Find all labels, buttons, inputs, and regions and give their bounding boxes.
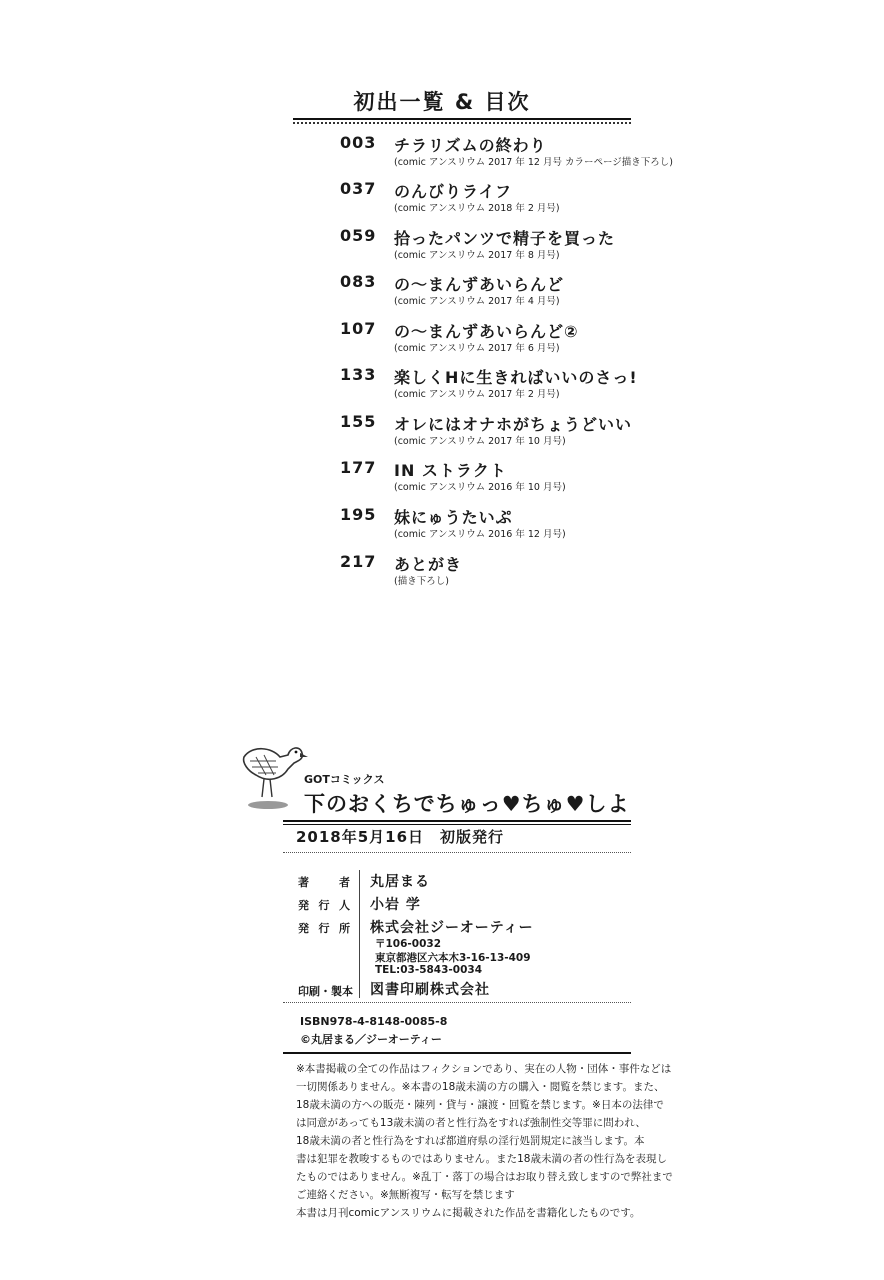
toc-story-source: (描き下ろし) — [394, 576, 449, 587]
toc-page-number: 037 — [340, 179, 377, 198]
credit-value-author: 丸居まる — [370, 874, 430, 890]
credit-value-publisher: 小岩 学 — [370, 897, 421, 913]
address-street: 東京都港区六本木3-16-13-409 — [375, 952, 531, 964]
toc-page-number: 155 — [340, 412, 377, 431]
credit-value-publishing-house: 株式会社ジーオーティー — [370, 920, 534, 936]
isbn: ISBN978-4-8148-0085-8 — [300, 1015, 448, 1028]
toc-entry — [340, 458, 760, 498]
toc-entry — [340, 179, 760, 219]
toc-story-title: の～まんずあいらんど — [394, 275, 565, 294]
title-rule-thin — [283, 824, 631, 825]
toc-story-title: のんびりライフ — [394, 182, 513, 201]
toc-story-title: あとがき — [394, 555, 463, 574]
toc-entry — [340, 552, 760, 592]
toc-page-number: 133 — [340, 365, 377, 384]
toc-page-number: 177 — [340, 458, 377, 477]
toc-story-source: (comic アンスリウム 2017 年 2 月号) — [394, 389, 560, 400]
notice-line: 18歳未満の者と性行為をすれば都道府県の淫行処罰規定に該当します。本 — [296, 1135, 645, 1147]
notice-line: たものではありません。※乱丁・落丁の場合はお取り替え致しますので弊社まで — [296, 1171, 673, 1183]
notice-rule — [283, 1052, 631, 1054]
toc-story-source: (comic アンスリウム 2017 年 4 月号) — [394, 296, 560, 307]
notice-line: ご連絡ください。※無断複写・転写を禁じます — [296, 1189, 515, 1201]
toc-story-title: 妹にゅうたいぷ — [394, 508, 513, 527]
toc-story-title: チラリズムの終わり — [394, 136, 547, 155]
toc-story-source: (comic アンスリウム 2017 年 8 月号) — [394, 250, 560, 261]
toc-page-number: 107 — [340, 319, 377, 338]
toc-story-title: オレにはオナホがちょうどいい — [394, 415, 633, 434]
toc-page-number: 217 — [340, 552, 377, 571]
toc-entry — [340, 272, 760, 312]
toc-story-source: (comic アンスリウム 2017 年 6 月号) — [394, 343, 560, 354]
toc-page-number: 003 — [340, 133, 377, 152]
toc-story-title: 拾ったパンツで精子を買った — [394, 229, 616, 248]
toc-story-title: 楽しくHに生きればいいのさっ! — [394, 368, 638, 387]
notice-line: 本書は月刊comicアンスリウムに掲載された作品を書籍化したものです。 — [296, 1207, 641, 1219]
toc-page-number: 083 — [340, 272, 377, 291]
address-postcode: 〒106-0032 — [375, 938, 441, 950]
notice-line: 18歳未満の方への販売・陳列・貸与・譲渡・回覧を禁じます。※日本の法律で — [296, 1099, 664, 1111]
publication-date: 2018年5月16日 初版発行 — [296, 828, 505, 846]
toc-entry — [340, 412, 760, 452]
toc-story-source: (comic アンスリウム 2016 年 12 月号) — [394, 529, 566, 540]
toc-entry — [340, 319, 760, 359]
notice-line: 書は犯罪を教唆するものではありません。また18歳未満の者の性行為を表現し — [296, 1153, 667, 1165]
toc-heading-rule — [293, 118, 631, 120]
toc-entry — [340, 365, 760, 405]
toc-story-title: の～まんずあいらんど② — [394, 322, 579, 341]
toc-entry — [340, 226, 760, 266]
toc-heading-dotted-rule — [293, 122, 631, 124]
toc-story-title: IN ストラクト — [394, 461, 507, 480]
toc-page-number: 059 — [340, 226, 377, 245]
credits-dotted-rule — [283, 1002, 631, 1003]
notice-line: 一切関係ありません。※本書の18歳未満の方の購入・閲覧を禁じます。また、 — [296, 1081, 665, 1093]
toc-entry — [340, 505, 760, 545]
copyright: ©丸居まる／ジーオーティー — [300, 1033, 442, 1046]
credits-divider-line — [359, 870, 360, 998]
notice-line: ※本書掲載の全ての作品はフィクションであり、実在の人物・団体・事件などは — [296, 1063, 672, 1075]
notice-line: は同意があっても13歳未満の者と性行為をすれば強制性交等罪に問われ、 — [296, 1117, 646, 1129]
toc-heading: 初出一覧 & 目次 — [353, 90, 531, 114]
toc-story-source: (comic アンスリウム 2018 年 2 月号) — [394, 203, 560, 214]
credit-label-printing: 印刷・製本 — [298, 985, 353, 998]
credit-value-printing: 図書印刷株式会社 — [370, 982, 490, 998]
credit-label-author: 著者 — [298, 876, 350, 889]
imprint-label: GOTコミックス — [304, 773, 385, 786]
credit-label-publisher: 発行人 — [298, 899, 350, 912]
book-title: 下のおくちでちゅっ♥ちゅ♥しよ — [304, 792, 630, 816]
bird-mascot-logo — [238, 735, 308, 815]
address-phone: TEL:03-5843-0034 — [375, 964, 482, 976]
credit-label-publishing-house: 発行所 — [298, 922, 350, 935]
toc-entry — [340, 133, 760, 173]
toc-story-source: (comic アンスリウム 2017 年 12 月号 カラーページ描き下ろし) — [394, 157, 673, 168]
title-rule — [283, 820, 631, 822]
toc-story-source: (comic アンスリウム 2016 年 10 月号) — [394, 482, 566, 493]
date-dotted-rule — [283, 852, 631, 853]
toc-story-source: (comic アンスリウム 2017 年 10 月号) — [394, 436, 566, 447]
toc-page-number: 195 — [340, 505, 377, 524]
